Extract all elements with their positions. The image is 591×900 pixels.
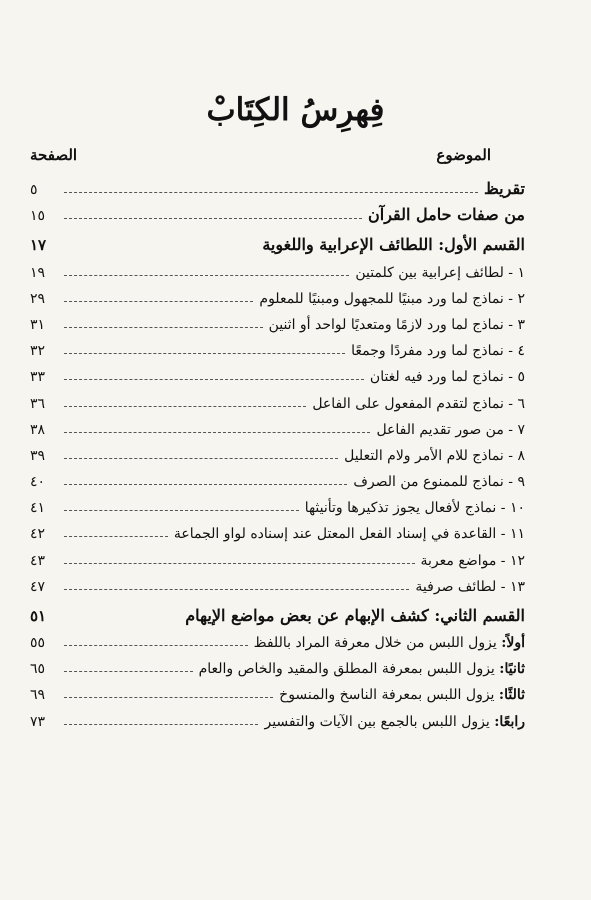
toc-entry-page: ٦٥	[30, 661, 46, 678]
toc-entry-label: ٩ - نماذج للممنوع من الصرف	[353, 474, 525, 491]
leader-dots	[64, 457, 338, 459]
toc-entry[interactable]	[30, 412, 525, 438]
toc-entry[interactable]	[30, 651, 525, 677]
toc-entry[interactable]	[30, 359, 525, 385]
toc-entry-page: ٤٧	[30, 578, 46, 595]
topic-column-header: الموضوع	[436, 146, 491, 164]
toc-entry[interactable]	[30, 490, 525, 516]
toc-entry[interactable]	[30, 677, 525, 703]
toc-entry-label: ٨ - نماذج للام الأمر ولام التعليل	[344, 447, 525, 464]
leader-dots	[64, 509, 299, 511]
toc-entry-page: ٤٠	[30, 474, 46, 491]
leader-dots	[64, 217, 362, 219]
toc-entry-label: ١١ - القاعدة في إسناد الفعل المعتل عند إسناده لواو الجماعة	[173, 526, 525, 543]
toc-section-heading[interactable]	[30, 224, 525, 254]
toc-entry-page: ١٧	[30, 236, 47, 255]
toc-entry-page: ٣٣	[30, 369, 46, 386]
toc-entry-page: ٣٨	[30, 421, 46, 438]
toc-entry-label: القسم الثاني: كشف الإبهام عن بعض مواضع الإيهام	[185, 605, 525, 625]
toc-entry[interactable]	[30, 516, 525, 542]
toc-entry[interactable]	[30, 625, 525, 651]
page-title: فِهرِسُ الكِتَابْ	[206, 92, 385, 128]
toc-entry-lead: ثالثًا:	[498, 687, 525, 704]
page-column-header: الصفحة	[30, 146, 78, 164]
toc-entry[interactable]	[30, 569, 525, 595]
leader-dots	[64, 378, 364, 380]
toc-entry[interactable]	[30, 438, 525, 464]
toc-entry[interactable]	[30, 333, 525, 359]
toc-entry-label-wrap	[254, 635, 525, 651]
toc-entry-page: ٦٩	[30, 687, 46, 704]
leader-dots	[64, 483, 347, 485]
leader-dots	[64, 619, 179, 620]
toc-entry[interactable]	[30, 307, 525, 333]
toc-entry-label: ١ - لطائف إعرابية بين كلمتين	[355, 264, 525, 281]
toc-entry-label: ١٣ - لطائف صرفية	[415, 578, 525, 595]
toc-entry-label: من صفات حامل القرآن	[368, 205, 525, 225]
toc-section-heading[interactable]	[30, 595, 525, 625]
toc-entry-lead: أولاً:	[501, 635, 525, 651]
leader-dots	[64, 352, 345, 354]
toc-entry[interactable]	[30, 254, 525, 280]
toc-entry-page: ١٥	[30, 208, 46, 225]
toc-entry[interactable]	[30, 385, 525, 411]
leader-dots	[64, 191, 478, 193]
toc-entry-label: يزول اللبس من خلال معرفة المراد باللفظ	[253, 635, 502, 651]
toc-entry-page: ٤١	[30, 500, 46, 517]
leader-dots	[64, 670, 193, 672]
leader-dots	[64, 562, 415, 564]
toc-entry-page: ١٩	[30, 264, 46, 281]
toc-entry[interactable]	[30, 464, 525, 490]
toc-entry-label: يزول اللبس بمعرفة الناسخ والمنسوخ	[279, 687, 499, 704]
toc-entry[interactable]	[30, 172, 525, 198]
toc-entry-lead: رابعًا:	[494, 713, 525, 730]
leader-dots	[64, 248, 256, 249]
toc-entry-label: ٣ - نماذج لما ورد لازمًا ومتعديًا لواحد أو اثنين	[268, 316, 525, 333]
toc-entry-page: ٤٢	[30, 526, 46, 543]
toc-entry-label-wrap	[264, 714, 525, 730]
toc-entry[interactable]	[30, 703, 525, 729]
toc-entry-label-wrap	[199, 661, 525, 677]
toc-entry[interactable]	[30, 542, 525, 568]
toc-entry-label-wrap	[279, 687, 525, 703]
leader-dots	[64, 644, 248, 646]
toc-entry-page: ٣٦	[30, 395, 46, 412]
toc-list	[30, 172, 525, 730]
toc-entry-page: ٣٢	[30, 343, 46, 360]
toc-entry-page: ٢٩	[30, 290, 46, 307]
toc-entry-page: ٣٩	[30, 447, 46, 464]
toc-entry-label: ٥ - نماذج لما ورد فيه لغتان	[369, 369, 525, 386]
toc-entry-label: تقريظ	[483, 179, 525, 199]
leader-dots	[64, 326, 263, 328]
toc-entry-label: القسم الأول: اللطائف الإعرابية واللغوية	[262, 235, 525, 255]
toc-entry-lead: ثانيًا:	[499, 661, 525, 678]
leader-dots	[64, 274, 349, 276]
leader-dots	[64, 723, 258, 725]
leader-dots	[64, 405, 306, 407]
toc-entry-label: ١٢ - مواضع معربة	[420, 552, 525, 569]
toc-entry-page: ٤٣	[30, 552, 46, 569]
leader-dots	[64, 535, 168, 537]
toc-entry-page: ٧٣	[30, 713, 46, 730]
toc-entry[interactable]	[30, 198, 525, 224]
toc-entry-label: يزول اللبس بالجمع بين الآيات والتفسير	[264, 713, 495, 730]
toc-entry-label: ٦ - نماذج لتقدم المفعول على الفاعل	[312, 395, 525, 412]
leader-dots	[64, 300, 253, 302]
toc-entry-label: ٤ - نماذج لما ورد مفردًا وجمعًا	[351, 343, 525, 360]
toc-entry-page: ٥٥	[30, 635, 46, 651]
toc-entry-page: ٥١	[30, 606, 47, 625]
leader-dots	[64, 696, 273, 698]
toc-entry-label: ٧ - من صور تقديم الفاعل	[376, 421, 525, 438]
toc-entry[interactable]	[30, 281, 525, 307]
leader-dots	[64, 431, 370, 433]
leader-dots	[64, 588, 409, 590]
toc-entry-label: ١٠ - نماذج لأفعال يجوز تذكيرها وتأنيثها	[304, 500, 525, 517]
toc-entry-page: ٥	[30, 182, 38, 199]
toc-entry-label: يزول اللبس بمعرفة المطلق والمقيد والخاص والعام	[198, 661, 500, 678]
toc-entry-label: ٢ - نماذج لما ورد مبنيًا للمجهول ومبنيًا للمعلوم	[259, 290, 525, 307]
toc-entry-page: ٣١	[30, 316, 46, 333]
